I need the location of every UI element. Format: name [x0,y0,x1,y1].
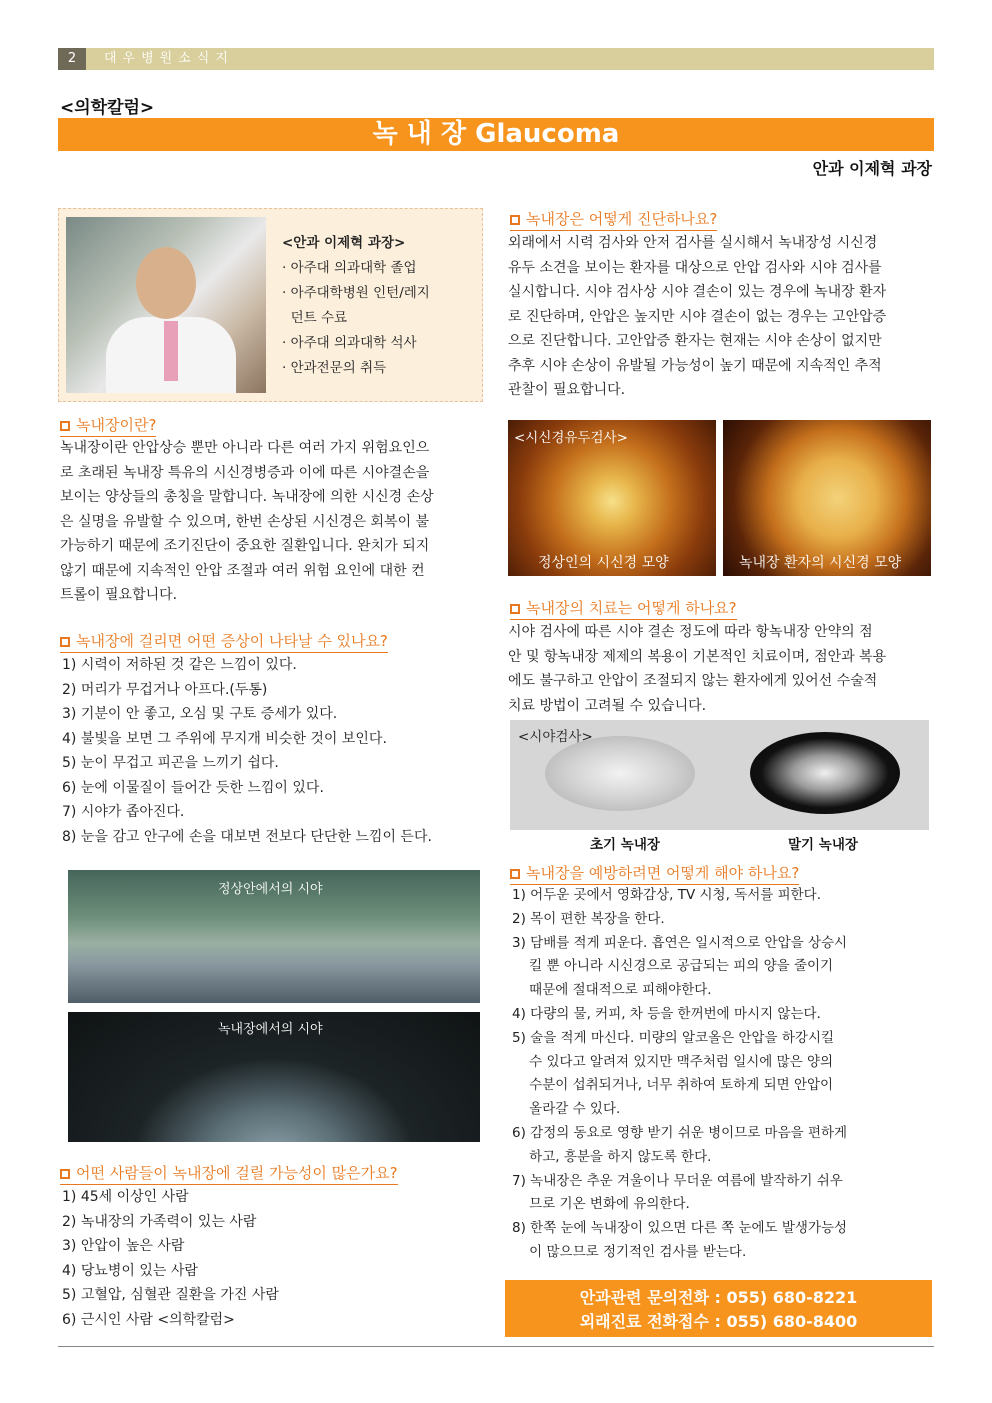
list-item: 1) 어두운 곳에서 영화감상, TV 시청, 독서를 피한다. [512,887,821,903]
list-item: 5) 고혈압, 심혈관 질환을 가진 사람 [62,1287,279,1303]
profile-text [282,231,430,381]
list-item: 수분이 섭취되거나, 너무 취하여 토하게 되면 안압이 [512,1077,834,1094]
list-item: 3) 기분이 안 좋고, 오심 및 구토 증세가 있다. [62,706,338,722]
risk-list [62,1185,486,1332]
section-heading-prevention: 녹내장을 예방하려면 어떻게 해야 하나요? [510,862,799,885]
list-item: 하고, 흥분을 하지 않도록 한다. [512,1148,712,1165]
profile-item: 던트 수료 [282,310,348,326]
profile-item: · 안과전문의 취득 [282,360,387,376]
list-item: 1) 시력이 저하된 것 같은 느낌이 있다. [62,657,297,673]
list-item: 8) 눈을 감고 안구에 손을 대보면 전보다 단단한 느낌이 든다. [62,828,432,845]
profile-title: <안과 이제혁 과장> [282,235,406,251]
profile-item: · 아주대 의과대학 석사 [282,335,417,351]
late-glaucoma-field [750,732,900,814]
profile-item: · 아주대 의과대학 졸업 [282,260,417,276]
list-item: 7) 녹내장은 추운 겨울이나 무더운 여름에 발작하기 쉬우 [512,1172,843,1189]
list-item: 8) 한쪽 눈에 녹내장이 있으면 다른 쪽 눈에도 발생가능성 [512,1220,848,1237]
list-item: 4) 당뇨병이 있는 사람 [62,1262,198,1279]
early-glaucoma-caption: 초기 녹내장 [590,837,660,853]
list-item: 때문에 절대적으로 피해야한다. [512,982,712,999]
square-bullet-icon [60,1169,70,1179]
list-item: 3) 담배를 적게 피운다. 흡연은 일시적으로 안압을 상승시 [512,934,848,951]
normal-optic-disc-caption: 정상인의 시신경 모양 [538,555,669,571]
list-item: 6) 감정의 동요로 영향 받기 쉬운 병이므로 마음을 편하게 [512,1124,848,1141]
list-item: 수 있다고 알려져 있지만 맥주처럼 일시에 많은 양의 [512,1053,834,1070]
newsletter-name: 대우병원소식지 [104,51,234,66]
what-is-paragraph: 녹내장이란 안압상승 뿐만 아니라 다른 여러 가지 위험요인으 로 초래된 녹내장 특유의 시신경병증과 이에 따른 시야결손을 보이는 양상들의 총칭을 말합니다. 녹내장에 의한 시신경 손상 은 실명을 유발할 수 있으며, 한번 손상된 시신경은 회복이 불 가능하기 때문에 조기진단이 중요한 질환입니다. 완치가 되지 않기 때문에 지속적인 안압 조절과 여러 위험 요인에 대한 컨 트롤이 필요합니다. [60,440,434,603]
profile-item: · 아주대학병원 인턴/레지 [282,285,430,301]
list-item: 3) 안압이 높은 사람 [62,1238,185,1254]
list-item: 2) 녹내장의 가족력이 있는 사람 [62,1213,257,1230]
author: 안과 이제혁 과장 [812,159,932,178]
square-bullet-icon [510,869,520,879]
column-tag: <의학칼럼> [60,98,155,118]
list-item: 이 많으므로 정기적인 검사를 받는다. [512,1243,747,1260]
square-bullet-icon [60,637,70,647]
list-item: 7) 시야가 좁아진다. [62,804,185,820]
bottom-divider [58,1346,934,1347]
section-heading-treatment: 녹내장의 치료는 어떻게 하나요? [510,597,737,620]
section-heading-risk: 어떤 사람들이 녹내장에 걸릴 가능성이 많은가요? [60,1162,398,1185]
optic-disc-label: <시신경유두검사> [514,430,628,446]
square-bullet-icon [510,604,520,614]
list-item: 5) 눈이 무겁고 피곤을 느끼기 쉽다. [62,755,279,771]
visual-field-label: <시야검사> [518,729,593,745]
contact-outpatient-phone: 외래진료 전화접수 : 055) 680-8400 [579,1312,858,1331]
square-bullet-icon [510,215,520,225]
contact-eye-phone: 안과관련 문의전화 : 055) 680-8221 [579,1288,858,1307]
list-item: 6) 눈에 이물질이 들어간 듯한 느낌이 있다. [62,779,324,796]
section-heading-what-is: 녹내장이란? [60,414,156,437]
list-item: 5) 술을 적게 마신다. 미량의 알코올은 안압을 하강시킬 [512,1029,835,1046]
list-item: 4) 다량의 물, 커피, 차 등을 한꺼번에 마시지 않는다. [512,1005,821,1022]
glaucoma-vision-image [68,1012,480,1142]
list-item: 6) 근시인 사람 <의학칼럼> [62,1311,235,1328]
page-title: 녹 내 장 Glaucoma [372,119,620,149]
late-glaucoma-caption: 말기 녹내장 [788,837,858,853]
symptom-list [62,653,486,849]
section-heading-diagnosis: 녹내장은 어떻게 진단하나요? [510,208,717,231]
page-number: 2 [58,48,86,70]
list-item: 므로 기온 변화에 유의한다. [512,1196,690,1213]
visual-field-image [510,720,929,830]
normal-vision-caption: 정상안에서의 시야 [218,882,323,897]
square-bullet-icon [60,421,70,431]
treatment-paragraph: 시야 검사에 따른 시야 결손 정도에 따라 항녹내장 안약의 점 안 및 항녹내장 제제의 복용이 기본적인 치료이며, 점안과 복용 에도 불구하고 안압이 조절되지 않는 환자에게 있어선 수술적 치료 방법이 고려될 수 있습니다. [508,624,887,714]
list-item: 2) 목이 편한 복장을 한다. [512,910,665,927]
normal-vision-image [68,870,480,1003]
list-item: 4) 불빛을 보면 그 주위에 무지개 비슷한 것이 보인다. [62,730,387,747]
diagnosis-paragraph: 외래에서 시력 검사와 안저 검사를 실시해서 녹내장성 시신경 유두 소견을 보이는 환자를 대상으로 안압 검사와 시야 검사를 실시합니다. 시야 검사상 시야 결손이 있는 경우에 녹내장 환자 로 진단하며, 안압은 높지만 시야 결손이 없는 경우는 고안압증 으로 진단합니다. 고안압증 환자는 현재는 시야 손상이 없지만 추후 시야 손상이 유발될 가능성이 높기 때문에 지속적인 추적 관찰이 필요합니다. [508,235,887,398]
doctor-photo [66,217,266,393]
glaucoma-vision-caption: 녹내장에서의 시야 [218,1022,323,1037]
glaucoma-optic-disc-image [723,420,931,576]
list-item: 2) 머리가 무겁거나 아프다.(두통) [62,681,268,698]
list-item: 1) 45세 이상인 사람 [62,1189,189,1205]
normal-optic-disc-image [508,420,716,576]
section-heading-symptoms: 녹내장에 걸리면 어떤 증상이 나타날 수 있나요? [60,630,388,653]
prevention-list [512,884,932,1265]
list-item: 올라갈 수 있다. [512,1101,621,1118]
early-glaucoma-field [545,736,695,811]
list-item: 킬 뿐 아니라 시신경으로 공급되는 피의 양을 줄이기 [512,958,834,975]
glaucoma-optic-disc-caption: 녹내장 환자의 시신경 모양 [739,555,902,571]
